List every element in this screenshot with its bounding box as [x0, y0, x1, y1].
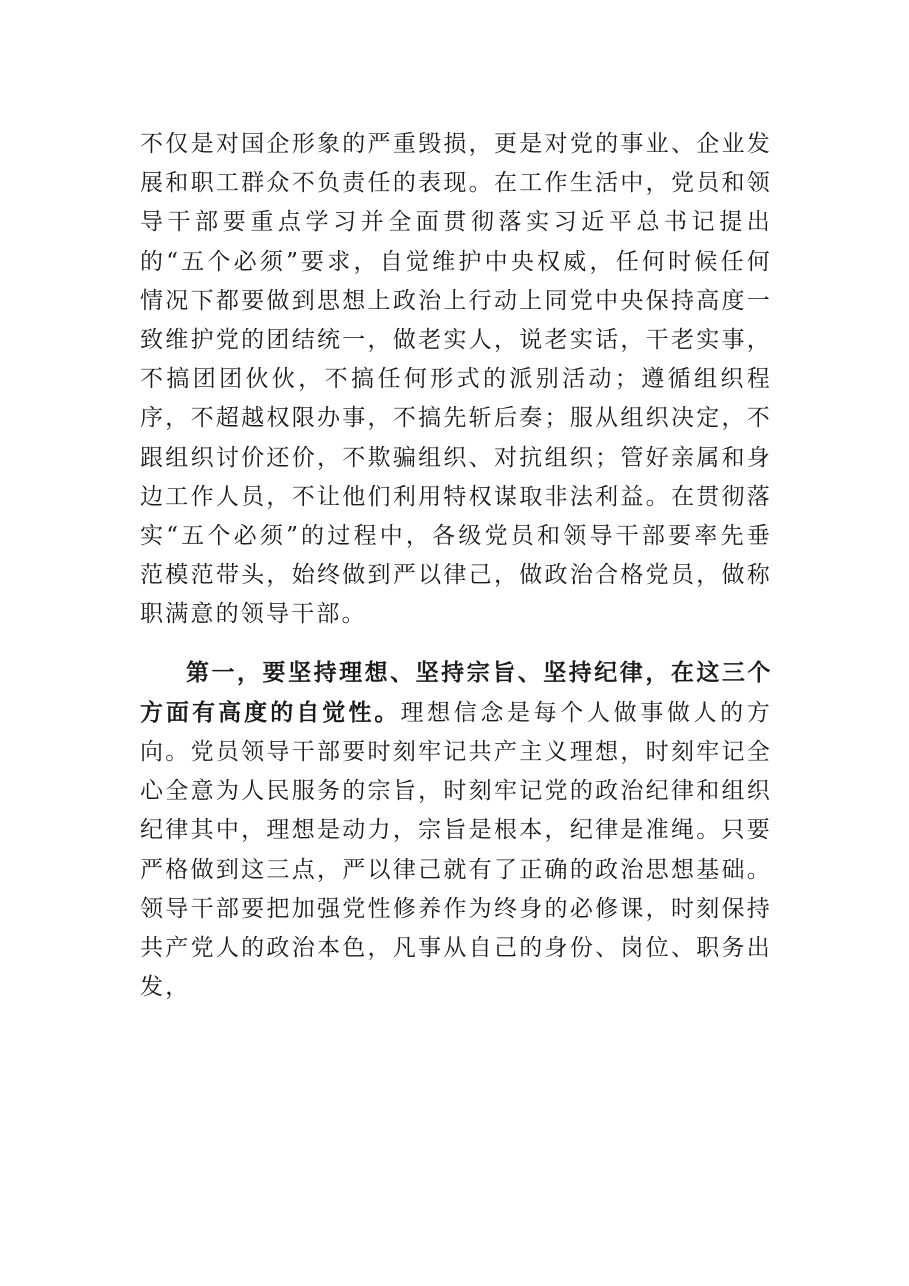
paragraph-point-one	[140, 653, 772, 1008]
paragraph-body: 不仅是对国企形象的严重毁损，更是对党的事业、企业发展和职工群众不负责任的表现。在工作生活中，党员和领导干部要重点学习并全面贯彻落实习近平总书记提出的“五个必须”要求，自觉维护中央权威，任何时候任何情况下都要做到思想上政治上行动上同党中央保持高度一致维护党的团结统一，做老实人，说老实话，干老实事，不搞团团伙伙，不搞任何形式的派别活动；遵循组织程序，不超越权限办事，不搞先斩后奏；服从组织决定，不跟组织讨价还价，不欺骗组织、对抗组织；管好亲属和身边工作人员，不让他们利用特权谋取非法利益。在贯彻落实“五个必须”的过程中，各级党员和领导干部要率先垂范模范带头，始终做到严以律己，做政治合格党员，做称职满意的领导干部。	[140, 131, 772, 628]
paragraph-lead-heading: 第一，要坚持理想、坚持宗旨、坚持纪律，在这三个方面有高度的自觉性。	[140, 658, 772, 726]
document-page	[140, 125, 772, 1007]
paragraph-continuation	[140, 125, 772, 635]
paragraph-body: 理想信念是每个人做事做人的方向。党员领导干部要时刻牢记共产主义理想，时刻牢记全心全意为人民服务的宗旨，时刻牢记党的政治纪律和组织纪律其中，理想是动力，宗旨是根本，纪律是准绳。只要严格做到这三点，严以律己就有了正确的政治思想基础。领导干部要把加强党性修养作为终身的必修课，时刻保持共产党人的政治本色，凡事从自己的身份、岗位、职务出发，	[140, 699, 772, 1001]
